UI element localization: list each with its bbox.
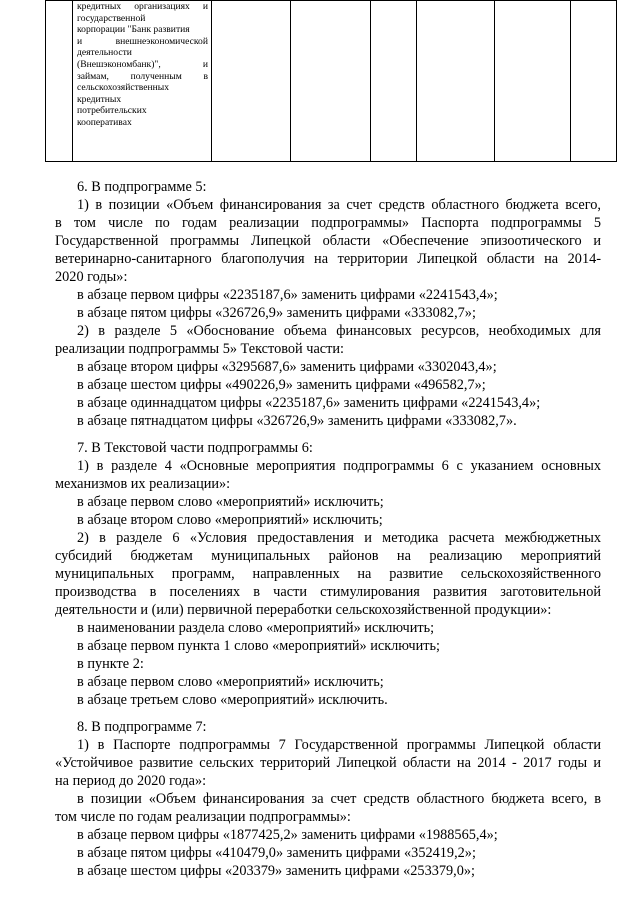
list-item: в абзаце первом пункта 1 слово «мероприятий» исключить; [77,638,441,654]
paragraph-line: 1) в Паспорте подпрограммы 7 Государственной программы Липецкой области [77,737,601,753]
list-item: в абзаце первом слово «мероприятий» исключить; [77,674,384,690]
paragraph-line: 2020 годы»: [55,269,128,285]
table-fragment [45,0,617,162]
section-8-heading: 8. В подпрограмме 7: [77,719,207,735]
table-cell [571,1,617,162]
paragraph-line: субсидий бюджетам муниципальных районов на реализацию мероприятий [55,548,601,564]
table-cell [291,1,371,162]
list-item: в абзаце пятом цифры «410479,0» заменить цифрами «352419,2»; [77,845,476,861]
section-6-heading: 6. В подпрограмме 5: [77,179,207,195]
paragraph-line: на период до 2020 года»: [55,773,207,789]
cell-line: деятельности [77,47,132,59]
table-cell [495,1,571,162]
paragraph-line: реализации подпрограммы 5» Текстовой части: [55,341,345,357]
cell-line: корпорации "Банк развития [77,24,190,36]
section-7-heading: 7. В Текстовой части подпрограммы 6: [77,440,313,456]
table-cell-description [73,1,212,162]
list-item: в абзаце первом цифры «2235187,6» заменить цифрами «2241543,4»; [77,287,498,303]
paragraph-line: муниципальных программ, направленных на развитие сельскохозяйственного [55,566,601,582]
list-item: в абзаце пятнадцатом цифры «326726,9» заменить цифрами «333082,7». [77,413,517,429]
table-cell [417,1,495,162]
list-item: в абзаце первом цифры «1877425,2» заменить цифрами «1988565,4»; [77,827,498,843]
list-item: в абзаце первом слово «мероприятий» исключить; [77,494,384,510]
cell-line: кооперативах [77,116,132,128]
list-item: в абзаце втором слово «мероприятий» исключить; [77,512,383,528]
cell-line: кредитных [77,93,122,105]
cell-line: государственной [77,12,146,24]
list-item: в абзаце шестом цифры «490226,9» заменить цифрами «496582,7»; [77,377,486,393]
paragraph-line: Государственной программы Липецкой области «Обеспечение эпизоотического и [55,233,601,249]
paragraph-line: «Устойчивое развитие сельских территорий Липецкой области на 2014 - 2017 годы и [55,755,601,771]
paragraph-line: 1) в разделе 4 «Основные мероприятия подпрограммы 6 с указанием основных [77,458,601,474]
paragraph-line: в позиции «Объем финансирования за счет средств областного бюджета всего, в [77,791,601,807]
table-cell [371,1,417,162]
list-item: в абзаце третьем слово «мероприятий» исключить. [77,692,388,708]
list-item: в наименовании раздела слово «мероприятий» исключить; [77,620,435,636]
cell-line: и внешнеэкономической [77,35,208,47]
paragraph-line: ветеринарно-санитарного благополучия на территории Липецкой области на 2014- [55,251,601,267]
paragraph-line: 2) в разделе 5 «Обоснование объема финансовых ресурсов, необходимых для [77,323,601,339]
list-item: в пункте 2: [77,656,144,672]
list-item: в абзаце пятом цифры «326726,9» заменить цифрами «333082,7»; [77,305,476,321]
paragraph-line: том числе по годам реализации подпрограммы»: [55,809,351,825]
paragraph-line: 2) в разделе 6 «Условия предоставления и методика расчета межбюджетных [77,530,601,546]
cell-line: (Внешэкономбанк)", и [77,58,208,70]
table-cell [46,1,73,162]
list-item: в абзаце одиннадцатом цифры «2235187,6» заменить цифрами «2241543,4»; [77,395,541,411]
paragraph-line: в том числе по годам реализации подпрограммы» Паспорта подпрограммы 5 [55,215,601,231]
paragraph-line: механизмов их реализации»: [55,476,231,492]
paragraph-line: 1) в позиции «Объем финансирования за счет средств областного бюджета всего, [77,197,601,213]
cell-line: кредитных организациях и [77,1,208,12]
list-item: в абзаце шестом цифры «203379» заменить цифрами «253379,0»; [77,863,476,879]
paragraph-line: деятельности и (или) первичной переработки сельскохозяйственной продукции»: [55,602,552,618]
paragraph-line: производства в поселениях в части стимулирования развития заготовительной [55,584,601,600]
cell-line: займам, полученным в [77,70,208,82]
table-cell [212,1,291,162]
cell-line: сельскохозяйственных [77,82,170,94]
list-item: в абзаце втором цифры «3295687,6» заменить цифрами «3302043,4»; [77,359,497,375]
cell-line: потребительских [77,105,147,117]
